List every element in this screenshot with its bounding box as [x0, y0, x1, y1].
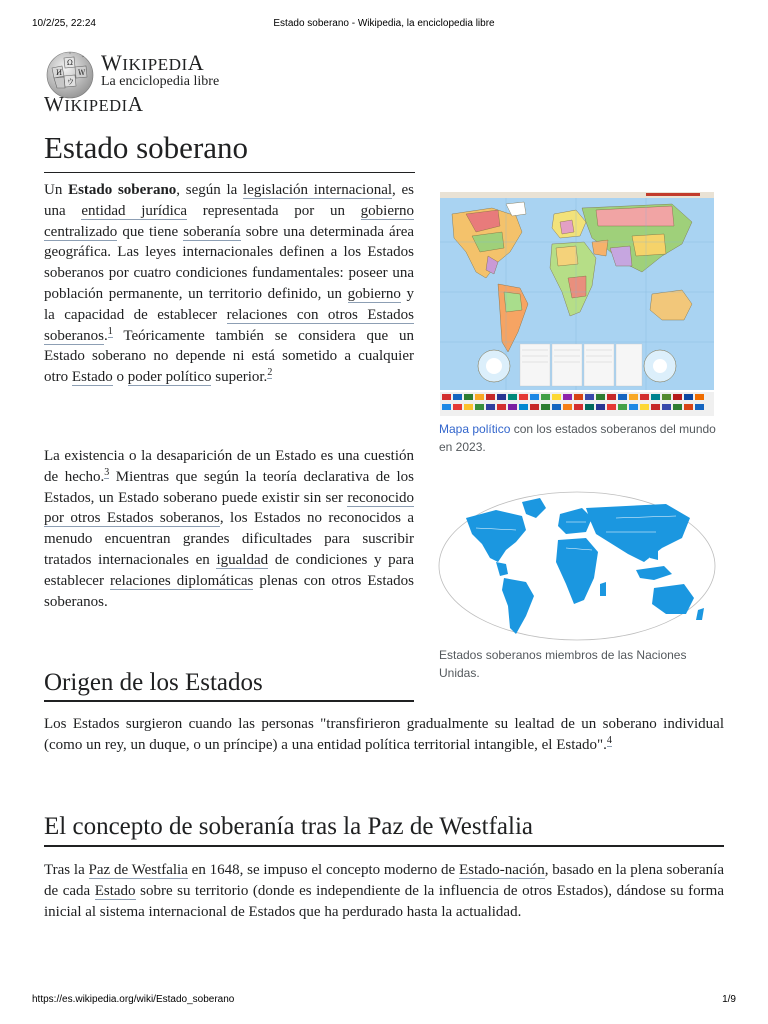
print-url: https://es.wikipedia.org/wiki/Estado_soberano	[32, 994, 235, 1005]
text-run: Teóricamente también se considera que un Estado soberano no depende ni está sometido a cualquier otro	[44, 327, 414, 386]
article-link[interactable]: igualdad	[216, 551, 269, 568]
svg-text:ウ: ウ	[67, 78, 74, 86]
section-heading-origen: Origen de los Estados	[44, 669, 263, 696]
text-run: en 1648, se impuso el concepto moderno de	[187, 862, 459, 878]
tagline: La enciclopedia libre	[101, 74, 220, 89]
text-run: , los Estados no reconocidos a menudo encuentran grandes dificultades para suscribir tratados internacionales en	[44, 510, 414, 568]
article-link[interactable]: gobierno	[347, 285, 401, 302]
text-run: sobre su territorio (donde es independiente de la influencia de otros Estados), dándose su forma inicial al sistema internacional de Estados que ha perdurado hasta la actualidad.	[44, 882, 724, 920]
caption-link-mapa-politico[interactable]: Mapa político	[439, 422, 511, 436]
text-run: que tiene	[117, 223, 184, 240]
text-run: La existencia o la desaparición de un Estado es una cuestión de hecho.	[44, 448, 414, 485]
un-members-map-image[interactable]	[436, 488, 718, 644]
article-link[interactable]: Estado-nación	[458, 862, 545, 878]
wordmark: WIKIPEDIA	[101, 50, 205, 75]
print-datetime: 10/2/25, 22:24	[32, 18, 96, 29]
text-run: , basado en la plena soberanía de cada	[44, 862, 724, 899]
svg-text:Ω: Ω	[67, 59, 73, 67]
intro-paragraph-1	[44, 180, 414, 388]
text-run: de condiciones y para establecer	[44, 551, 414, 589]
print-footer	[0, 994, 768, 1008]
article-link[interactable]: entidad jurídica	[81, 202, 188, 219]
text-run: y la capacidad de establecer	[44, 285, 414, 323]
article-link[interactable]: poder político	[127, 369, 212, 386]
section-paragraph-origen	[44, 714, 724, 756]
wordmark-secondary: WIKIPEDIA	[44, 92, 144, 116]
svg-text:И: И	[56, 69, 63, 77]
print-page-title: Estado soberano - Wikipedia, la enciclopedia libre	[273, 18, 495, 29]
reference-superscript	[267, 367, 272, 379]
article-link[interactable]: Paz de Westfalia	[88, 862, 188, 878]
reference-superscript	[607, 735, 612, 747]
text-run: .	[104, 327, 108, 344]
wikipedia-logo[interactable]	[44, 46, 284, 116]
intro-paragraph-2	[44, 446, 414, 612]
figure-caption-political-map: Mapa político con los estados soberanos del mundo en 2023.	[439, 422, 716, 454]
article-link[interactable]: gobierno centralizado	[44, 202, 414, 240]
text-run: , según la	[176, 182, 244, 198]
print-page-number: 1/9	[722, 994, 736, 1005]
reference-link[interactable]: 2	[267, 367, 273, 379]
reference-link[interactable]: 4	[606, 734, 612, 746]
svg-text:W: W	[78, 69, 86, 77]
article-link[interactable]: legislación internacional	[243, 182, 393, 198]
article-link[interactable]: Estado	[71, 369, 113, 386]
section-divider-westfalia	[44, 845, 724, 847]
article-link[interactable]: relaciones con otros Estados soberanos	[44, 306, 414, 344]
section-divider-origen	[44, 700, 414, 702]
figure-political-map	[436, 192, 718, 462]
text-run: superior.	[211, 369, 268, 386]
text-run: representada por un	[187, 202, 361, 219]
article-link[interactable]: Estado	[94, 882, 136, 899]
bold-term: Estado soberano	[68, 182, 177, 198]
article-link[interactable]: reconocido por otros Estados soberanos	[44, 489, 414, 527]
article-link[interactable]: relaciones diplomáticas	[109, 572, 254, 589]
text-run: , es una	[44, 182, 414, 219]
text-run: Un	[44, 182, 69, 198]
text-run: sobre una determinada área geográfica. Las leyes internacionales definen a los Estados soberanos por cuatro condiciones fundamentales: poseer una población permanente, un territorio definido, un	[44, 223, 415, 302]
page-title: Estado soberano	[44, 130, 249, 165]
text-run: Los Estados surgieron cuando las personas "transfirieron gradualmente su lealtad de un soberano individual (como un rey, un duque, o un príncipe) a una entidad política territorial intangible, el Estado".	[44, 716, 724, 753]
text-run: o	[112, 369, 128, 386]
figure-caption-un-members: Estados soberanos miembros de las Naciones Unidas.	[439, 648, 687, 680]
text-run: Mientras que según la teoría declarativa de los Estados, un Estado soberano puede existir sin ser	[44, 468, 414, 506]
political-world-map-image[interactable]	[436, 192, 718, 418]
reference-link[interactable]: 3	[104, 466, 110, 478]
text-run: plenas con otros Estados soberanos.	[44, 572, 414, 610]
print-header	[0, 18, 768, 32]
reference-link[interactable]: 1	[107, 325, 113, 337]
section-heading-westfalia: El concepto de soberanía tras la Paz de Westfalia	[44, 813, 533, 840]
section-paragraph-westfalia	[44, 860, 724, 922]
figure-un-members-map	[436, 488, 718, 688]
text-run: Tras la	[44, 862, 89, 878]
article-link[interactable]: soberanía	[183, 223, 241, 240]
title-divider	[44, 172, 415, 173]
